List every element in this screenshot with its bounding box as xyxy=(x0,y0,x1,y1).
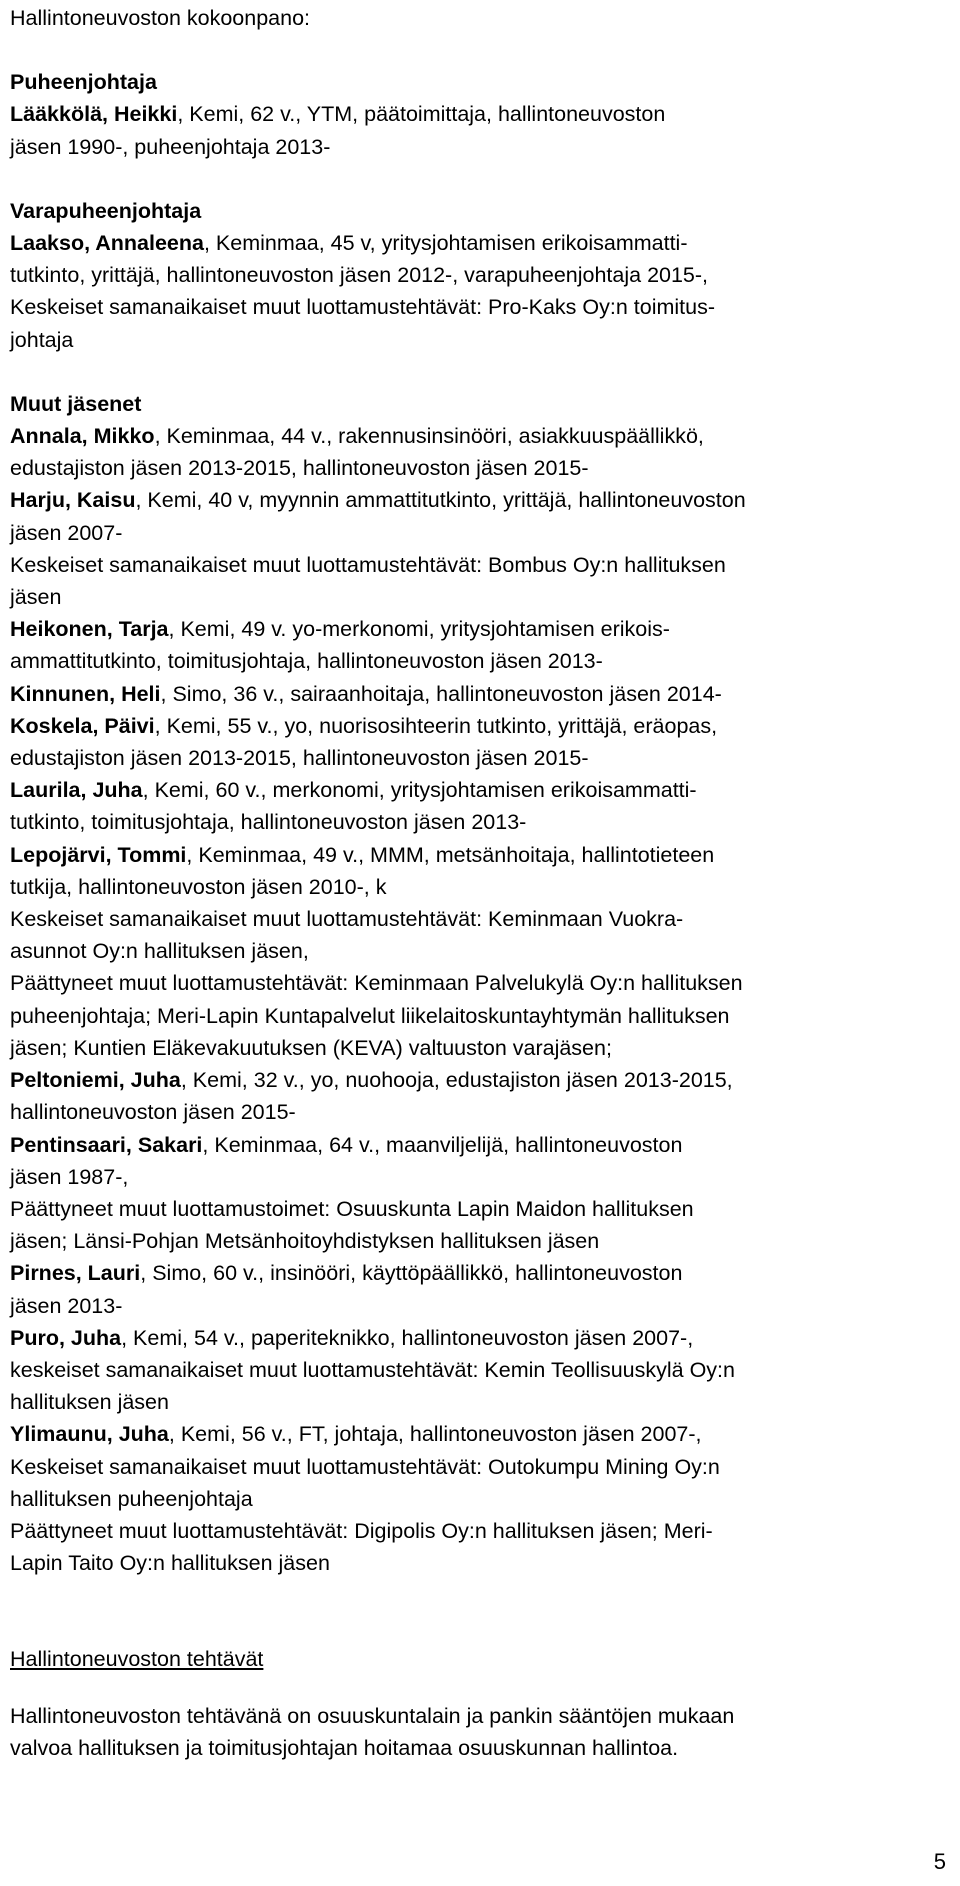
vice-chair-line-4: johtaja xyxy=(10,327,74,352)
member-continuation-line: Keskeiset samanaikaiset muut luottamustehtävät: Outokumpu Mining Oy:n xyxy=(10,1454,720,1479)
chair-name: Lääkkölä, Heikki xyxy=(10,102,178,127)
member-continuation-line: asunnot Oy:n hallituksen jäsen, xyxy=(10,939,309,964)
member-details: , Simo, 60 v., insinööri, käyttöpäällikkö, hallintoneuvoston xyxy=(140,1261,683,1286)
member-name: Koskela, Päivi xyxy=(10,713,155,738)
duties-line-2: valvoa hallituksen ja toimitusjohtajan hoitamaa osuuskunnan hallintoa. xyxy=(10,1735,679,1760)
member-first-line xyxy=(10,774,950,806)
chair-line-2: jäsen 1990-, puheenjohtaja 2013- xyxy=(10,134,331,159)
member-entry xyxy=(10,1129,950,1258)
member-continuation-line: hallituksen jäsen xyxy=(10,1390,169,1415)
member-name: Pentinsaari, Sakari xyxy=(10,1132,203,1157)
member-name: Harju, Kaisu xyxy=(10,488,136,513)
page-number: 5 xyxy=(933,1849,946,1874)
member-entry xyxy=(10,774,950,838)
member-details: , Keminmaa, 49 v., MMM, metsänhoitaja, hallintotieteen xyxy=(186,842,715,867)
members-list xyxy=(10,420,950,1579)
composition-heading: Hallintoneuvoston kokoonpano: xyxy=(10,6,311,30)
member-details: , Kemi, 54 v., paperiteknikko, hallintoneuvoston jäsen 2007-, xyxy=(121,1325,694,1350)
member-continuation-line: jäsen 1987-, xyxy=(10,1164,129,1189)
member-continuation-line: puheenjohtaja; Meri-Lapin Kuntapalvelut liikelaitoskuntayhtymän hallituksen xyxy=(10,1003,730,1028)
member-continuation-line: jäsen xyxy=(10,585,62,610)
chair-details: , Kemi, 62 v., YTM, päätoimittaja, hallintoneuvoston xyxy=(177,102,666,127)
member-entry xyxy=(10,613,950,677)
member-continuation-line: edustajiston jäsen 2013-2015, hallintoneuvoston jäsen 2015- xyxy=(10,746,589,771)
member-first-line xyxy=(10,839,950,871)
duties-heading: Hallintoneuvoston tehtävät xyxy=(10,1647,264,1672)
member-name: Kinnunen, Heli xyxy=(10,681,161,706)
member-first-line xyxy=(10,678,950,710)
member-name: Annala, Mikko xyxy=(10,424,155,449)
member-continuation-line: Keskeiset samanaikaiset muut luottamustehtävät: Keminmaan Vuokra- xyxy=(10,907,684,932)
vice-chair-details: , Keminmaa, 45 v, yritysjohtamisen erikoisammatti- xyxy=(203,231,688,256)
member-name: Pirnes, Lauri xyxy=(10,1261,141,1286)
member-entry xyxy=(10,1064,950,1128)
member-details: , Kemi, 60 v., merkonomi, yritysjohtamisen erikoisammatti- xyxy=(142,778,697,803)
member-first-line xyxy=(10,1418,950,1450)
member-entry xyxy=(10,839,950,1064)
member-continuation-line: edustajiston jäsen 2013-2015, hallintoneuvoston jäsen 2015- xyxy=(10,456,589,481)
member-details: , Kemi, 40 v, myynnin ammattitutkinto, yrittäjä, hallintoneuvoston xyxy=(135,488,746,513)
vice-chair-name: Laakso, Annaleena xyxy=(10,231,204,256)
member-entry xyxy=(10,1257,950,1321)
other-members-section xyxy=(10,388,950,1580)
member-continuation-line: hallintoneuvoston jäsen 2015- xyxy=(10,1100,296,1125)
member-entry xyxy=(10,1418,950,1579)
member-details: , Kemi, 49 v. yo-merkonomi, yritysjohtamisen erikois- xyxy=(168,617,670,642)
member-continuation-line: hallituksen puheenjohtaja xyxy=(10,1486,253,1511)
member-name: Ylimaunu, Juha xyxy=(10,1422,169,1447)
member-name: Heikonen, Tarja xyxy=(10,617,169,642)
chair-role-heading: Puheenjohtaja xyxy=(10,70,157,95)
member-name: Laurila, Juha xyxy=(10,778,143,803)
member-entry xyxy=(10,678,950,710)
member-continuation-line: keskeiset samanaikaiset muut luottamustehtävät: Kemin Teollisuuskylä Oy:n xyxy=(10,1357,735,1382)
chair-line-1 xyxy=(10,98,950,130)
member-name: Peltoniemi, Juha xyxy=(10,1068,181,1093)
member-entry xyxy=(10,484,950,613)
duties-line-1: Hallintoneuvoston tehtävänä on osuuskuntalain ja pankin sääntöjen mukaan xyxy=(10,1703,735,1728)
member-first-line xyxy=(10,484,950,516)
member-details: , Simo, 36 v., sairaanhoitaja, hallintoneuvoston jäsen 2014- xyxy=(160,681,722,706)
member-continuation-line: Päättyneet muut luottamustoimet: Osuuskunta Lapin Maidon hallituksen xyxy=(10,1196,694,1221)
document-page xyxy=(10,2,950,1764)
vice-chair-line-3: Keskeiset samanaikaiset muut luottamustehtävät: Pro-Kaks Oy:n toimitus- xyxy=(10,295,716,320)
member-continuation-line: tutkinto, toimitusjohtaja, hallintoneuvoston jäsen 2013- xyxy=(10,810,527,835)
member-continuation-line: jäsen 2013- xyxy=(10,1293,123,1318)
member-name: Puro, Juha xyxy=(10,1325,122,1350)
member-first-line xyxy=(10,1129,950,1161)
vice-chair-line-1 xyxy=(10,227,950,259)
member-first-line xyxy=(10,1257,950,1289)
member-first-line xyxy=(10,1322,950,1354)
member-entry xyxy=(10,420,950,484)
other-members-heading: Muut jäsenet xyxy=(10,391,142,416)
member-continuation-line: jäsen; Länsi-Pohjan Metsänhoitoyhdistyksen hallituksen jäsen xyxy=(10,1229,600,1254)
member-entry xyxy=(10,1322,950,1419)
member-details: , Kemi, 56 v., FT, johtaja, hallintoneuvoston jäsen 2007-, xyxy=(168,1422,702,1447)
member-continuation-line: Keskeiset samanaikaiset muut luottamustehtävät: Bombus Oy:n hallituksen xyxy=(10,552,726,577)
member-details: , Kemi, 55 v., yo, nuorisosihteerin tutkinto, yrittäjä, eräopas, xyxy=(154,713,718,738)
vice-chair-role-heading: Varapuheenjohtaja xyxy=(10,198,202,223)
member-continuation-line: tutkija, hallintoneuvoston jäsen 2010-, k xyxy=(10,874,387,899)
member-first-line xyxy=(10,613,950,645)
member-first-line xyxy=(10,420,950,452)
member-first-line xyxy=(10,710,950,742)
member-details: , Kemi, 32 v., yo, nuohooja, edustajiston jäsen 2013-2015, xyxy=(180,1068,733,1093)
chair-section xyxy=(10,66,950,163)
member-continuation-line: ammattitutkinto, toimitusjohtaja, hallintoneuvoston jäsen 2013- xyxy=(10,649,603,674)
member-entry xyxy=(10,710,950,774)
vice-chair-section xyxy=(10,195,950,356)
member-first-line xyxy=(10,1064,950,1096)
member-continuation-line: Päättyneet muut luottamustehtävät: Keminmaan Palvelukylä Oy:n hallituksen xyxy=(10,971,743,996)
member-continuation-line: jäsen 2007- xyxy=(10,520,123,545)
member-details: , Keminmaa, 44 v., rakennusinsinööri, asiakkuuspäällikkö, xyxy=(154,424,704,449)
member-details: , Keminmaa, 64 v., maanviljelijä, hallintoneuvoston xyxy=(202,1132,683,1157)
member-continuation-line: jäsen; Kuntien Eläkevakuutuksen (KEVA) valtuuston varajäsen; xyxy=(10,1035,612,1060)
member-continuation-line: Päättyneet muut luottamustehtävät: Digipolis Oy:n hallituksen jäsen; Meri- xyxy=(10,1518,713,1543)
vice-chair-line-2: tutkinto, yrittäjä, hallintoneuvoston jäsen 2012-, varapuheenjohtaja 2015-, xyxy=(10,263,709,288)
member-continuation-line: Lapin Taito Oy:n hallituksen jäsen xyxy=(10,1551,330,1576)
member-name: Lepojärvi, Tommi xyxy=(10,842,187,867)
